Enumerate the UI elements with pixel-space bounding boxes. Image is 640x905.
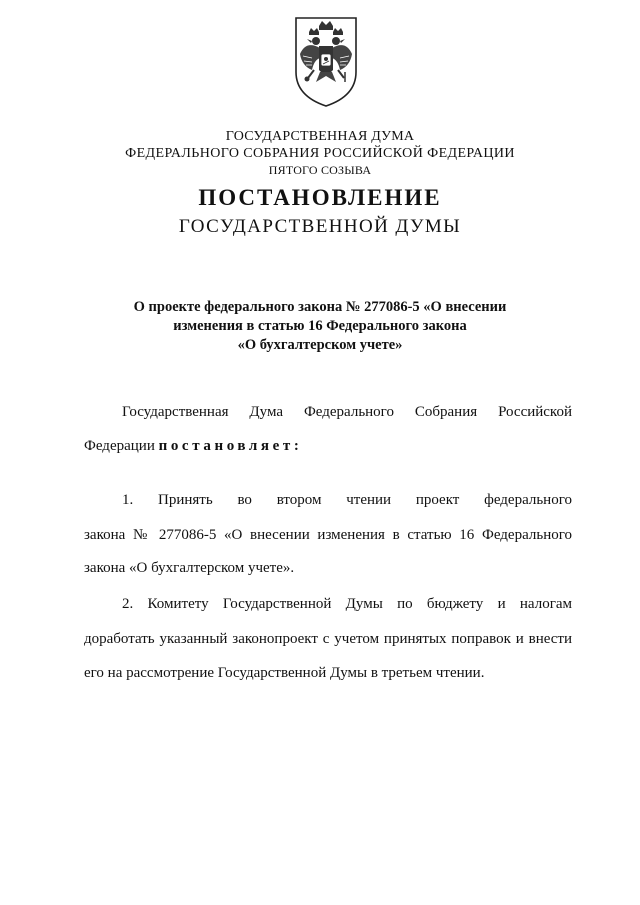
subject-line1: О проекте федерального закона № 277086-5 «О внесении [133,299,507,315]
org-name-line1: ГОСУДАРСТВЕННАЯ ДУМА [225,129,415,144]
resolution-keyword: постановляет: [158,438,303,454]
subject-line3: «О бухгалтерском учете» [237,337,403,353]
russian-coat-of-arms-icon [290,14,362,108]
document-issuer-title: ГОСУДАРСТВЕННОЙ ДУМЫ [178,216,462,237]
document-type-title: ПОСТАНОВЛЕНИЕ [198,185,442,210]
item2-line2: доработать указанный законопроект с учетом принятых поправок и внести [84,631,572,647]
subject-line2: изменения в статью 16 Федерального закона [173,318,467,334]
preamble-text: Федерации [84,438,155,454]
org-name-line2: ФЕДЕРАЛЬНОГО СОБРАНИЯ РОССИЙСКОЙ ФЕДЕРАЦИИ [125,146,515,161]
item1-line1: 1. Принять во втором чтении проект федерального [122,492,572,508]
item1-line3: закона «О бухгалтерском учете». [84,560,295,576]
preamble-line1: Государственная Дума Федерального Собрания Российской [122,404,572,420]
item2-line1: 2. Комитету Государственной Думы по бюджету и налогам [122,596,572,612]
convocation-line: ПЯТОГО СОЗЫВА [268,163,372,177]
item2-line3: его на рассмотрение Государственной Думы в третьем чтении. [84,665,485,681]
preamble-line2 [84,436,302,456]
item1-line2: закона № 277086-5 «О внесении изменения в статью 16 Федерального [84,527,572,543]
